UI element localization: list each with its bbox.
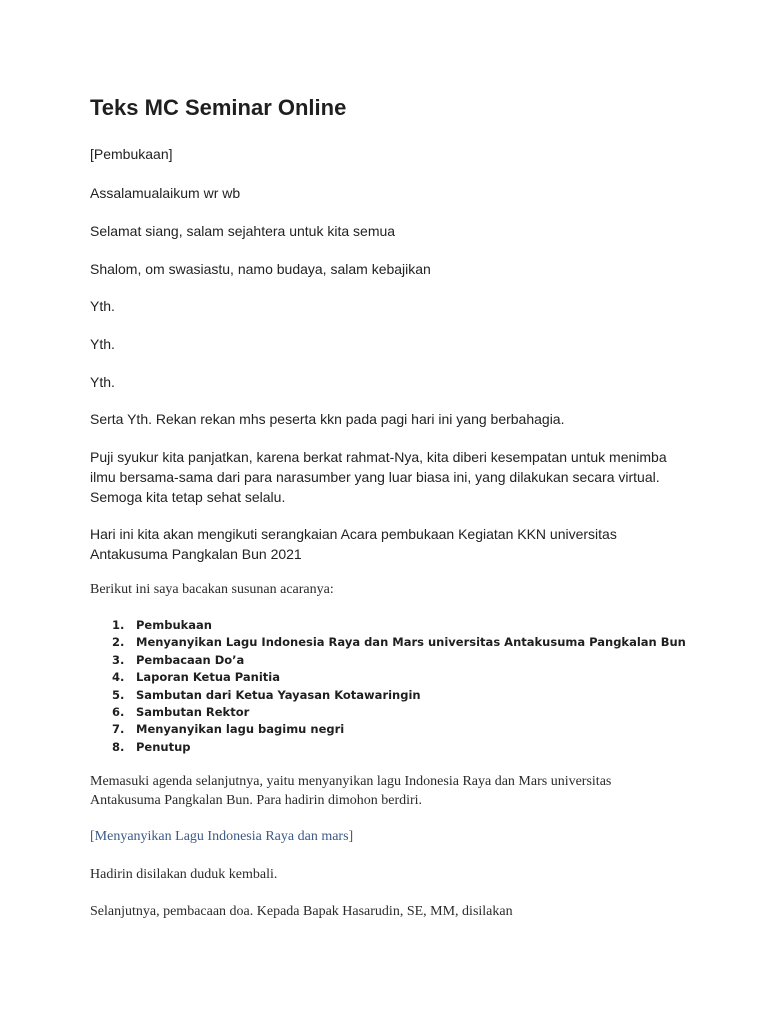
agenda-list	[112, 617, 686, 756]
paragraph-gratitude: Puji syukur kita panjatkan, karena berkat rahmat-Nya, kita diberi kesempatan untuk menimba ilmu bersama-sama dari para narasumber yang luar biasa ini, yang dilakukan secara virtual. Semoga kita tetap sehat selalu.	[90, 449, 667, 505]
greeting-line-4: Serta Yth. Rekan rekan mhs peserta kkn pada pagi hari ini yang berbahagia.	[90, 411, 565, 427]
agenda-item: 5. Sambutan dari Ketua Yayasan Kotawaringin	[112, 687, 421, 702]
document-title: Teks MC Seminar Online	[90, 95, 347, 120]
paragraph-prayer: Selanjutnya, pembacaan doa. Kepada Bapak Hasarudin, SE, MM, disilakan	[90, 904, 513, 919]
paragraph-sit-down: Hadirin disilakan duduk kembali.	[90, 867, 278, 882]
yth-line-1: Yth.	[90, 298, 115, 314]
agenda-item: 2. Menyanyikan Lagu Indonesia Raya dan Mars universitas Antakusuma Pangkalan Bun	[112, 635, 686, 650]
agenda-item: 6. Sambutan Rektor	[112, 705, 250, 720]
greeting-line-1: Assalamualaikum wr wb	[90, 185, 241, 201]
agenda-item: 1. Pembukaan	[112, 618, 212, 632]
opening-label: [Pembukaan]	[90, 146, 173, 162]
agenda-intro: Berikut ini saya bacakan susunan acaranya:	[90, 582, 334, 597]
stage-direction: [Menyanyikan Lagu Indonesia Raya dan mars]	[90, 829, 354, 844]
yth-line-3: Yth.	[90, 374, 115, 390]
agenda-item: 3. Pembacaan Do’a	[112, 652, 245, 667]
greeting-line-2: Selamat siang, salam sejahtera untuk kita semua	[90, 223, 396, 239]
greeting-line-3: Shalom, om swasiastu, namo budaya, salam kebajikan	[90, 261, 431, 277]
paragraph-next-agenda: Memasuki agenda selanjutnya, yaitu menyanyikan lagu Indonesia Raya dan Mars universitas Antakusuma Pangkalan Bun. Para hadirin dimohon berdiri.	[90, 774, 612, 808]
agenda-item: 8. Penutup	[112, 739, 191, 754]
yth-line-2: Yth.	[90, 336, 115, 352]
agenda-item: 7. Menyanyikan lagu bagimu negri	[112, 722, 345, 737]
agenda-item: 4. Laporan Ketua Panitia	[112, 670, 281, 685]
paragraph-event-intro: Hari ini kita akan mengikuti serangkaian Acara pembukaan Kegiatan KKN universitas Antakusuma Pangkalan Bun 2021	[90, 526, 617, 562]
